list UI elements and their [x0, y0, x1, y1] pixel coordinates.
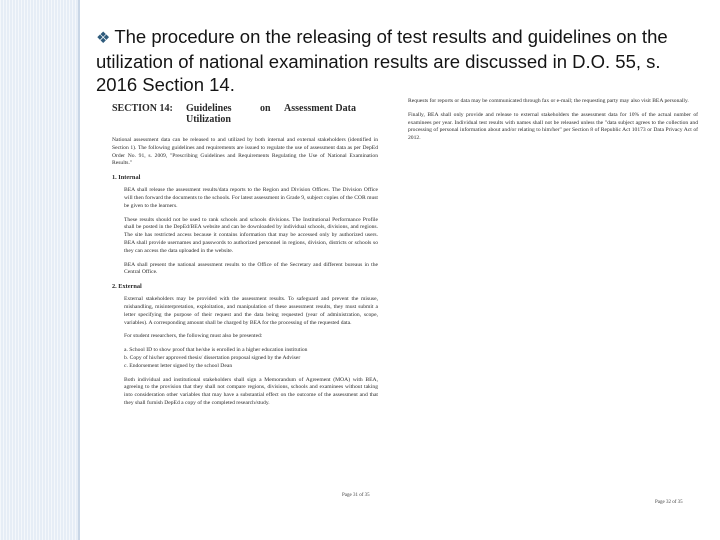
heading-word-on: on: [260, 103, 271, 114]
release-paragraph: Finally, BEA shall only provide and release to external stakeholders the assessment data for 10% of the actual number of examinees per year. Individual test results with names shall not be released unless the "data subject agrees to the collection and processing of personal information about and/or relating to him/her" per Section 8 of Republic Act 10173 or Data Privacy Act of 2012.: [408, 111, 698, 142]
external-paragraph-2: For student researchers, the following must also be presented:: [124, 333, 263, 340]
heading-word-guidelines: Guidelines: [186, 103, 232, 114]
internal-paragraph-1: BEA shall release the assessment results/data reports to the Region and Division Offices. The Division Office will then forward the documents to the schools. For latest assessment in Grade 9, subject copies of the COR must be given to the learners.: [124, 187, 378, 209]
intro-paragraph: National assessment data can be released to and utilized by both internal and external stakeholders (identified in Section 1). The following guidelines and requirements are issued to regulate the use of assessment data as per DepEd Order No. 91, s. 2009, "Prescribing Guidelines and Requirements Regulating the Use of National Examination Results.": [112, 137, 378, 167]
internal-paragraph-3: BEA shall present the national assessment results to the Office of the Secretary and different bureaus in the Central Office.: [124, 261, 378, 276]
section-number: SECTION 14:: [112, 103, 173, 114]
heading-word-utilization: Utilization: [186, 114, 231, 125]
list-item: a. School ID to show proof that he/she is enrolled in a higher education institution: [124, 347, 308, 354]
subsection-internal-title: 1. Internal: [112, 174, 141, 182]
internal-paragraph-2: These results should not be used to rank schools and schools divisions. The Institutional Performance Profile shall be posted in the DepEd/BEA website and can be downloaded by individual schools, divisions, and regions. The site has restricted access because it contains information that may be accessed only by authorized users. BEA shall provide usernames and passwords to authorized personnel in regions, division, districts or schools so they can access the data uploaded in the website.: [124, 216, 378, 254]
decorative-side-band: [0, 0, 78, 540]
heading-words-assessment-data: Assessment Data: [284, 103, 356, 114]
external-paragraph-1: External stakeholders may be provided with the assessment results. To safeguard and prevent the misuse, mishandling, misinterpretation, exploitation, and manipulation of these assessment results, they must submit a letter specifying the purpose of their request and the data being requested (year of administration, scope, variables). A corresponding amount shall be charged by BEA for the processing of the requested data.: [124, 296, 378, 326]
requirements-list: [112, 347, 378, 370]
requests-paragraph: Requests for reports or data may be communicated through fax or e-mail; the requesting party may also visit BEA personally.: [408, 98, 689, 104]
slide-title: [96, 25, 686, 96]
list-item: b. Copy of his/her approved thesis/ dissertation proposal signed by the Adviser: [124, 354, 301, 361]
subsection-external-title: 2. External: [112, 283, 142, 291]
external-paragraph-3: Both individual and institutional stakeholders shall sign a Memorandum of Agreement (MOA) with BEA, agreeing to the provision that they shall not compare regions, divisions, schools and examinees without taking into consideration other variables that may have a substantial effect on the outcome of the assessment and that they shall furnish DepEd a copy of the completed research/study.: [124, 376, 378, 406]
section-heading: [112, 103, 378, 114]
document-page-right: [408, 98, 698, 510]
slide-title-text: The procedure on the releasing of test results and guidelines on the utilization of national examination results are discussed in D.O. 55, s. 2016 Section 14.: [96, 26, 668, 95]
document-page-left: [112, 103, 378, 503]
list-item: c. Endorsement letter signed by the school Dean: [124, 362, 233, 369]
diamond-bullet-icon: ❖: [96, 30, 111, 47]
page-number-right: Page 32 of 35: [655, 500, 683, 505]
page-number-left: Page 31 of 35: [342, 493, 370, 498]
